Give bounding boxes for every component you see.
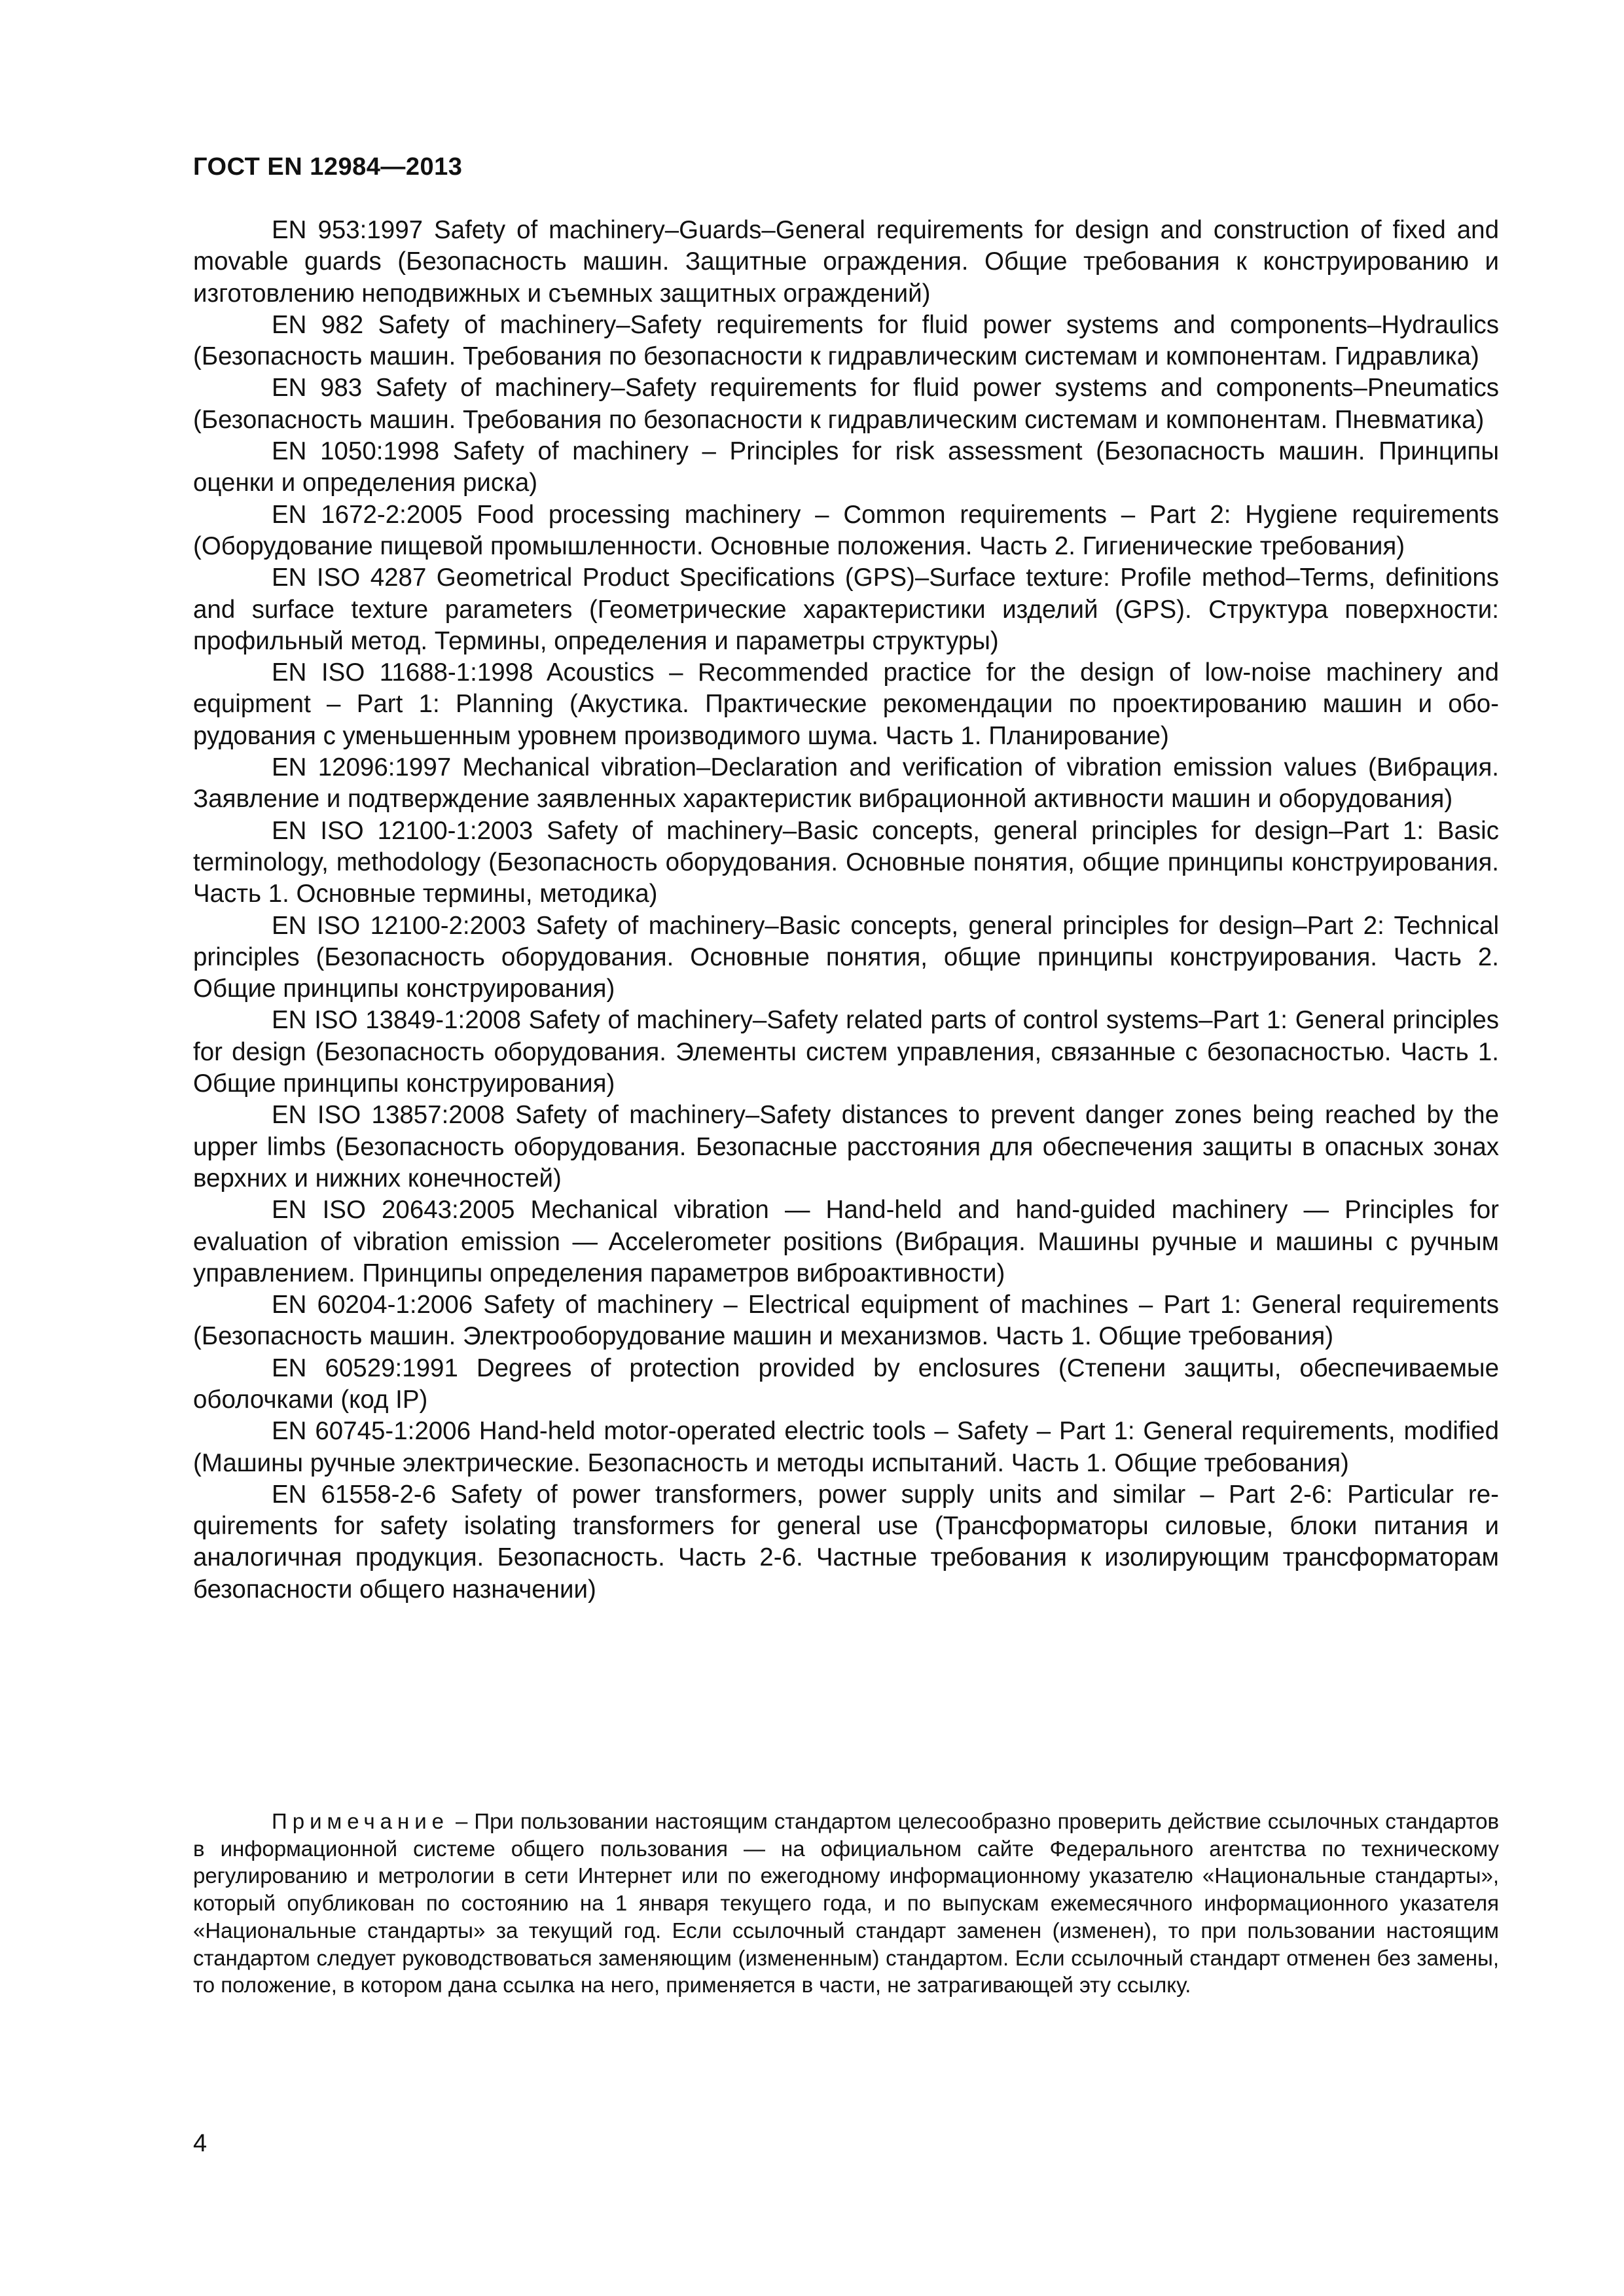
reference-entry: EN ISO 4287 Geometrical Product Specifications (GPS)–Surface texture: Profile method–Terms, definitions and surface texture parameters (Геометрические характеристики изделий (GPS). Структура поверхности: профильный метод. Термины, определения и параметры структуры) xyxy=(193,564,1499,655)
reference-entry: EN ISO 12100-2:2003 Safety of machinery–Basic concepts, general principles for design–Part 2: Technical principles (Безопасность оборудования. Основные понятия, общие принципы конструирования. Часть 2. Общие принципы конструирования) xyxy=(193,911,1499,1003)
reference-entry: EN 982 Safety of machinery–Safety requirements for fluid power systems and components–Hydraulics (Безопасность машин. Требования по безопасности к гидравлическим системам и компонентам. Гидравлика) xyxy=(193,310,1499,371)
reference-entry: EN ISO 20643:2005 Mechanical vibration — Hand-held and hand-guided machinery — Principles for evaluation of vibration emission — Accelerometer positions (Вибрация. Машины ручные и машины с ручным управлением. Принципы определения параметров виброактивности) xyxy=(193,1196,1499,1287)
reference-entry: EN ISO 13849-1:2008 Safety of machinery–Safety related parts of control systems–Part 1: General principles for design (Безопасность оборудования. Элементы систем управления, связанные с безопасностью. Часть 1. Общие принципы конструирования) xyxy=(193,1006,1499,1098)
reference-entry: EN ISO 12100-1:2003 Safety of machinery–Basic concepts, general principles for design–Part 1: Basic terminology, methodology (Безопасность оборудования. Основные понятия, общие принципы конструирования. Часть 1. Основные термины, методика) xyxy=(193,816,1499,908)
reference-entry: EN 1050:1998 Safety of machinery – Principles for risk assessment (Безопасность машин. Принципы оценки и определения риска) xyxy=(193,437,1499,497)
note-block xyxy=(193,1808,1499,1999)
note-label: Примечание xyxy=(272,1809,450,1833)
reference-entry: EN 60529:1991 Degrees of protection provided by enclosures (Степени защиты, обеспечиваемые оболочками (код IP) xyxy=(193,1354,1499,1414)
reference-entry: EN 60745-1:2006 Hand-held motor-operated electric tools – Safety – Part 1: General requirements, modified (Машины ручные электрические. Безопасность и методы испытаний. Часть 1. Общие требования) xyxy=(193,1417,1499,1477)
reference-entry: EN 983 Safety of machinery–Safety requirements for fluid power systems and components–Pneumatics (Безопасность машин. Требования по безопасности к гидравлическим системам и компонентам. Пневматика) xyxy=(193,374,1499,434)
reference-entry: EN 12096:1997 Mechanical vibration–Declaration and verification of vibration emission values (Вибрация. Заявление и подтверждение заявленных характеристик вибрационной активности машин и оборудования) xyxy=(193,753,1499,814)
reference-entry: EN ISO 11688-1:1998 Acoustics – Recommended practice for the design of low-noise machinery and equipment – Part 1: Planning (Акустика. Практические рекомендации по проектированию машин и оборудования с уменьшенным уровнем производимого шума. Часть 1. Планирование) xyxy=(193,658,1499,750)
reference-entry: EN 60204-1:2006 Safety of machinery – Electrical equipment of machines – Part 1: General requirements (Безопасность машин. Электрооборудование машин и механизмов. Часть 1. Общие требования) xyxy=(193,1291,1499,1351)
note-paragraph xyxy=(193,1808,1499,1999)
standard-designation: ГОСТ EN 12984—2013 xyxy=(193,153,463,181)
reference-entry: EN 953:1997 Safety of machinery–Guards–General requirements for design and construction of fixed and movable guards (Безопасность машин. Защитные ограждения. Общие требования к конструированию и изготовлению неподвижных и съемных защитных ограждений) xyxy=(193,216,1499,308)
note-text: – При пользовании настоящим стандартом целесообразно проверить действие ссылочных стандартов в информационной системе общего пользования — на официальном сайте Федерального агентства по техническому регулированию и метрологии в сети Интернет или по ежегодному информационному указателю «Национальные стандарты», который опубликован по состоянию на 1 января текущего года, и по выпускам ежемесячного информационного указателя «Национальные стандарты» за текущий год. Если ссылочный стандарт заменен (изменен), то при пользовании настоящим стандартом следует руководствоваться заменяющим (измененным) стандартом. Если ссылочный стандарт отменен без замены, то положение, в котором дана ссылка на него, применяется в части, не затрагивающей эту ссылку. xyxy=(193,1809,1499,1998)
page-number: 4 xyxy=(193,2130,208,2157)
reference-entry: EN 1672-2:2005 Food processing machinery – Common requirements – Part 2: Hygiene requirements (Оборудование пищевой промышленности. Основные положения. Часть 2. Гигиенические требования) xyxy=(193,500,1499,560)
reference-entry: EN 61558-2-6 Safety of power transformers, power supply units and similar – Part 2-6: Particular requirements for safety isolating transformers for general use (Трансформаторы силовые, блоки питания и аналогичная продукция. Безопасность. Часть 2-6. Частные требования к изолирующим трансформаторам безопасности общего назначении) xyxy=(193,1480,1499,1604)
reference-entry: EN ISO 13857:2008 Safety of machinery–Safety distances to prevent danger zones being reached by the upper limbs (Безопасность оборудования. Безопасные расстояния для обеспечения защиты в опасных зонах верхних и нижних конечностей) xyxy=(193,1101,1499,1193)
normative-references-list xyxy=(193,215,1499,1605)
